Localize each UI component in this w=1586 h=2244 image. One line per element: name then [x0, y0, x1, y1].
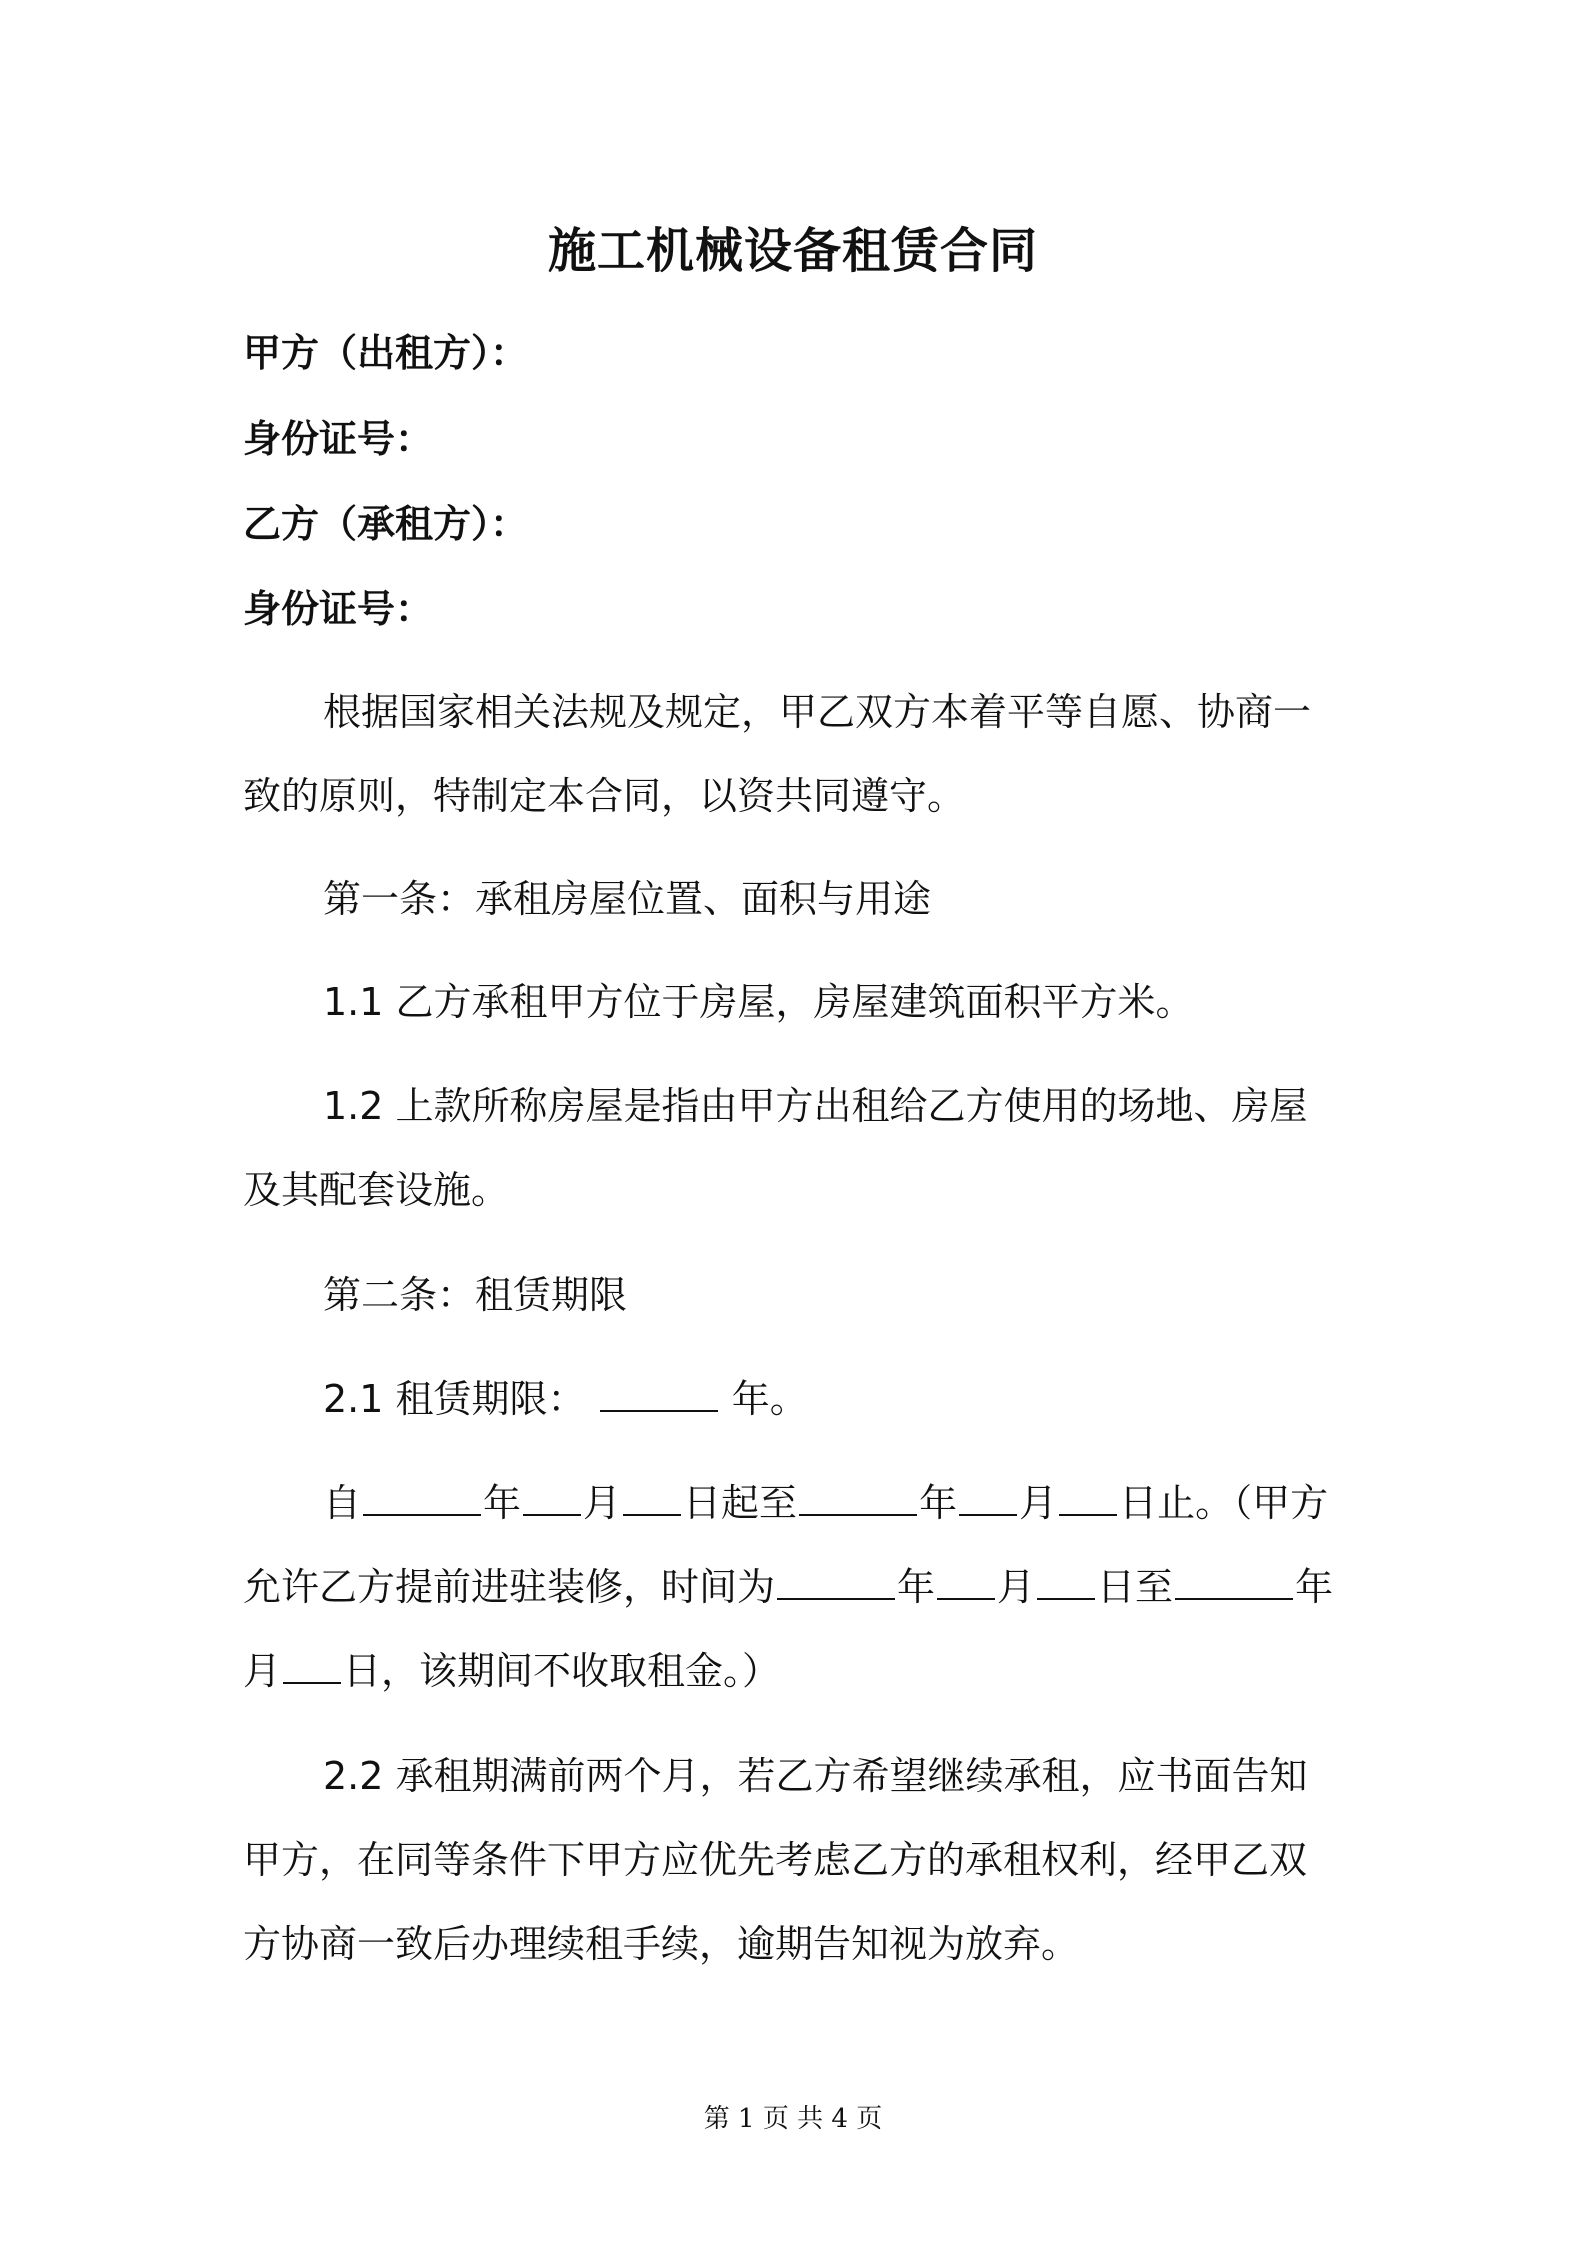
end-month-blank — [959, 1513, 1017, 1516]
start-year-blank — [363, 1513, 481, 1516]
year-text: 年 — [483, 1481, 522, 1525]
party-a-label: 甲方（出租方）： — [243, 331, 529, 375]
term-years-blank — [600, 1409, 718, 1412]
article-1-1: 1.1 乙方承租甲方位于房屋，房屋建筑面积平方米。 — [323, 980, 1194, 1024]
deco-end-day-blank — [283, 1681, 341, 1684]
party-a-id-label: 身份证号： — [243, 417, 434, 461]
article-1-2-line-1: 1.2 上款所称房屋是指由甲方出租给乙方使用的场地、房屋 — [323, 1084, 1308, 1128]
start-day-blank — [623, 1513, 681, 1516]
decoration-text: 允许乙方提前进驻装修，时间为 — [243, 1565, 776, 1609]
rent-free-text: 日，该期间不收取租金。） — [343, 1649, 781, 1693]
end-year-blank — [799, 1513, 917, 1516]
article-2-1-unit: 年。 — [731, 1377, 808, 1421]
period-line-2 — [243, 1565, 1334, 1609]
end-day-blank — [1059, 1513, 1117, 1516]
article-2-1-label: 2.1 租赁期限： — [323, 1377, 586, 1421]
intro-line-2: 致的原则，特制定本合同，以资共同遵守。 — [243, 774, 966, 818]
period-from-text: 自 — [323, 1481, 362, 1525]
month-text: 月 — [583, 1481, 622, 1525]
day-to-text: 日止。（甲方 — [1119, 1481, 1329, 1525]
deco-year-blank — [777, 1597, 895, 1600]
day-until-text: 日至 — [1097, 1565, 1174, 1609]
start-month-blank — [523, 1513, 581, 1516]
period-line-1 — [323, 1481, 1329, 1525]
article-2-1 — [323, 1377, 808, 1421]
article-2-2-line-1: 2.2 承租期满前两个月，若乙方希望继续承租，应书面告知 — [323, 1754, 1308, 1798]
party-b-label: 乙方（承租方）： — [243, 502, 529, 546]
article-2-2-line-3: 方协商一致后办理续租手续，逾期告知视为放弃。 — [243, 1922, 1080, 1966]
article-2-title: 第二条：租赁期限 — [323, 1273, 628, 1317]
month-text: 月 — [997, 1565, 1036, 1609]
month-text: 月 — [1019, 1481, 1058, 1525]
year-text: 年 — [919, 1481, 958, 1525]
article-2-2-line-2: 甲方，在同等条件下甲方应优先考虑乙方的承租权利，经甲乙双 — [243, 1838, 1308, 1882]
year-text: 年 — [1295, 1565, 1334, 1609]
year-text: 年 — [897, 1565, 936, 1609]
period-line-3 — [243, 1649, 781, 1693]
deco-end-year-blank — [1175, 1597, 1293, 1600]
page-title: 施工机械设备租赁合同 — [547, 223, 1038, 279]
deco-day-blank — [1037, 1597, 1095, 1600]
article-1-title: 第一条：承租房屋位置、面积与用途 — [323, 877, 932, 921]
intro-line-1: 根据国家相关法规及规定，甲乙双方本着平等自愿、协商一 — [323, 690, 1312, 734]
party-b-id-label: 身份证号： — [243, 587, 434, 631]
deco-month-blank — [937, 1597, 995, 1600]
day-from-text: 日起至 — [683, 1481, 798, 1525]
month-text: 月 — [243, 1649, 282, 1693]
page-number: 第 1 页 共 4 页 — [703, 2104, 883, 2134]
article-1-2-line-2: 及其配套设施。 — [243, 1168, 510, 1212]
